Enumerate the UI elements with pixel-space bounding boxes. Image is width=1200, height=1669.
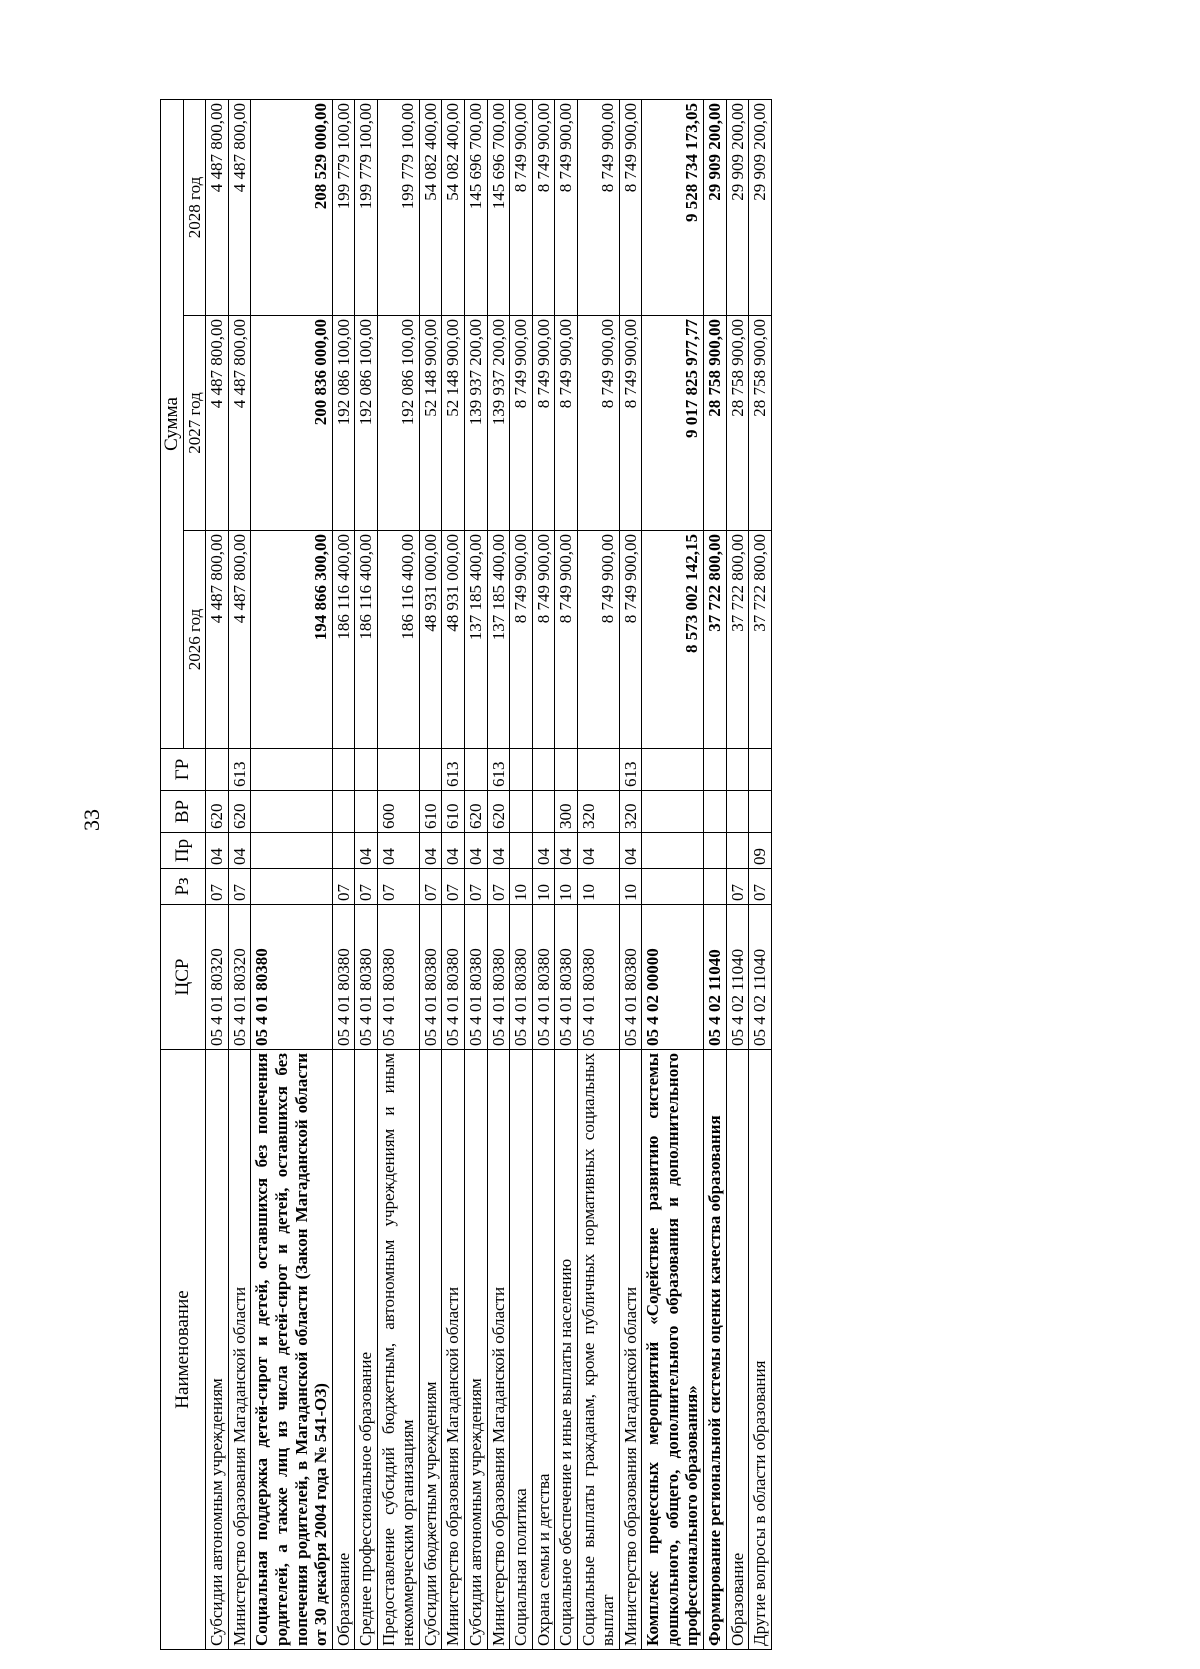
cell-gr bbox=[555, 749, 578, 791]
cell-rz: 10 bbox=[555, 869, 578, 905]
cell-csr: 05 4 01 80320 bbox=[228, 905, 251, 1050]
table-row bbox=[355, 99, 378, 1649]
cell-y2026: 8 573 002 142,15 bbox=[642, 531, 704, 749]
header-csr: ЦСР bbox=[161, 905, 206, 1050]
cell-rz bbox=[703, 869, 726, 905]
cell-name: Другие вопросы в области образования bbox=[749, 1050, 772, 1650]
cell-y2026: 194 866 300,00 bbox=[251, 531, 332, 749]
cell-gr bbox=[642, 749, 704, 791]
cell-gr bbox=[726, 749, 749, 791]
cell-y2027: 8 749 900,00 bbox=[619, 316, 642, 531]
cell-y2028: 4 487 800,00 bbox=[228, 99, 251, 315]
cell-gr: 613 bbox=[487, 749, 510, 791]
cell-y2026: 8 749 900,00 bbox=[619, 531, 642, 749]
cell-vr: 320 bbox=[577, 791, 619, 833]
cell-rz: 07 bbox=[206, 869, 229, 905]
cell-y2026: 4 487 800,00 bbox=[228, 531, 251, 749]
cell-y2028: 145 696 700,00 bbox=[464, 99, 487, 315]
cell-y2027: 28 758 900,00 bbox=[749, 316, 772, 531]
header-rz: Рз bbox=[161, 869, 206, 905]
cell-pr bbox=[332, 833, 355, 869]
cell-name: Социальное обеспечение и иные выплаты населению bbox=[555, 1050, 578, 1650]
cell-y2028: 54 082 400,00 bbox=[442, 99, 465, 315]
cell-vr: 620 bbox=[206, 791, 229, 833]
cell-vr bbox=[642, 791, 704, 833]
cell-y2028: 54 082 400,00 bbox=[419, 99, 442, 315]
cell-rz bbox=[642, 869, 704, 905]
cell-csr: 05 4 02 00000 bbox=[642, 905, 704, 1050]
cell-csr: 05 4 02 11040 bbox=[703, 905, 726, 1050]
table-row bbox=[377, 99, 419, 1649]
cell-y2026: 37 722 800,00 bbox=[749, 531, 772, 749]
cell-rz: 07 bbox=[442, 869, 465, 905]
cell-csr: 05 4 01 80380 bbox=[355, 905, 378, 1050]
header-gr: ГР bbox=[161, 749, 206, 791]
cell-y2026: 137 185 400,00 bbox=[464, 531, 487, 749]
cell-csr: 05 4 01 80380 bbox=[332, 905, 355, 1050]
cell-y2026: 186 116 400,00 bbox=[377, 531, 419, 749]
cell-y2027: 28 758 900,00 bbox=[703, 316, 726, 531]
cell-rz: 10 bbox=[510, 869, 533, 905]
cell-name: Министерство образования Магаданской области bbox=[442, 1050, 465, 1650]
cell-name: Формирование региональной системы оценки качества образования bbox=[703, 1050, 726, 1650]
cell-csr: 05 4 01 80380 bbox=[619, 905, 642, 1050]
cell-vr: 620 bbox=[464, 791, 487, 833]
header-2026: 2026 год bbox=[183, 531, 206, 749]
cell-y2028: 29 909 200,00 bbox=[703, 99, 726, 315]
cell-gr bbox=[749, 749, 772, 791]
header-sum: Сумма bbox=[161, 99, 184, 748]
cell-y2027: 8 749 900,00 bbox=[555, 316, 578, 531]
cell-vr bbox=[510, 791, 533, 833]
cell-pr bbox=[510, 833, 533, 869]
cell-rz: 07 bbox=[487, 869, 510, 905]
cell-y2028: 8 749 900,00 bbox=[532, 99, 555, 315]
cell-y2026: 8 749 900,00 bbox=[555, 531, 578, 749]
cell-y2027: 8 749 900,00 bbox=[577, 316, 619, 531]
cell-gr bbox=[703, 749, 726, 791]
cell-y2028: 199 779 100,00 bbox=[377, 99, 419, 315]
cell-y2027: 200 836 000,00 bbox=[251, 316, 332, 531]
cell-vr: 320 bbox=[619, 791, 642, 833]
cell-gr bbox=[577, 749, 619, 791]
header-2027: 2027 год bbox=[183, 316, 206, 531]
cell-name: Охрана семьи и детства bbox=[532, 1050, 555, 1650]
cell-name: Среднее профессиональное образование bbox=[355, 1050, 378, 1650]
cell-name: Социальная поддержка детей-сирот и детей, оставшихся без попечения родителей, а также лиц из числа детей-сирот и детей, оставшихся без попечения родителей, в Магаданской области (Закон Магаданской области от 30 декабря 2004 года № 541-ОЗ) bbox=[251, 1050, 332, 1650]
cell-gr bbox=[510, 749, 533, 791]
cell-csr: 05 4 01 80320 bbox=[206, 905, 229, 1050]
cell-vr bbox=[749, 791, 772, 833]
table-row bbox=[251, 99, 332, 1649]
cell-y2027: 4 487 800,00 bbox=[228, 316, 251, 531]
cell-vr bbox=[355, 791, 378, 833]
cell-name: Министерство образования Магаданской области bbox=[619, 1050, 642, 1650]
cell-y2026: 37 722 800,00 bbox=[726, 531, 749, 749]
cell-pr: 04 bbox=[442, 833, 465, 869]
cell-y2026: 37 722 800,00 bbox=[703, 531, 726, 749]
cell-pr: 04 bbox=[619, 833, 642, 869]
cell-y2026: 48 931 000,00 bbox=[419, 531, 442, 749]
cell-y2028: 29 909 200,00 bbox=[726, 99, 749, 315]
cell-rz: 07 bbox=[749, 869, 772, 905]
cell-y2028: 199 779 100,00 bbox=[355, 99, 378, 315]
header-row-1 bbox=[161, 99, 184, 1649]
cell-vr bbox=[332, 791, 355, 833]
cell-y2026: 8 749 900,00 bbox=[577, 531, 619, 749]
cell-pr bbox=[251, 833, 332, 869]
cell-rz: 10 bbox=[532, 869, 555, 905]
cell-rz: 07 bbox=[419, 869, 442, 905]
cell-csr: 05 4 01 80380 bbox=[419, 905, 442, 1050]
header-2028: 2028 год bbox=[183, 99, 206, 315]
cell-y2026: 137 185 400,00 bbox=[487, 531, 510, 749]
cell-y2028: 145 696 700,00 bbox=[487, 99, 510, 315]
cell-y2026: 186 116 400,00 bbox=[355, 531, 378, 749]
cell-csr: 05 4 01 80380 bbox=[487, 905, 510, 1050]
cell-pr: 04 bbox=[464, 833, 487, 869]
cell-y2027: 9 017 825 977,77 bbox=[642, 316, 704, 531]
cell-y2028: 8 749 900,00 bbox=[555, 99, 578, 315]
cell-rz: 07 bbox=[355, 869, 378, 905]
cell-y2027: 8 749 900,00 bbox=[532, 316, 555, 531]
cell-csr: 05 4 01 80380 bbox=[532, 905, 555, 1050]
cell-y2026: 186 116 400,00 bbox=[332, 531, 355, 749]
cell-csr: 05 4 01 80380 bbox=[555, 905, 578, 1050]
cell-y2027: 52 148 900,00 bbox=[419, 316, 442, 531]
cell-vr bbox=[251, 791, 332, 833]
table-row bbox=[532, 99, 555, 1649]
cell-pr: 04 bbox=[206, 833, 229, 869]
cell-name: Субсидии автономным учреждениям bbox=[464, 1050, 487, 1650]
cell-name: Образование bbox=[726, 1050, 749, 1650]
cell-rz: 07 bbox=[377, 869, 419, 905]
header-pr: Пр bbox=[161, 833, 206, 869]
cell-y2026: 48 931 000,00 bbox=[442, 531, 465, 749]
cell-y2028: 199 779 100,00 bbox=[332, 99, 355, 315]
cell-y2027: 192 086 100,00 bbox=[377, 316, 419, 531]
cell-rz: 07 bbox=[464, 869, 487, 905]
cell-vr: 610 bbox=[442, 791, 465, 833]
table-row bbox=[206, 99, 229, 1649]
cell-gr bbox=[355, 749, 378, 791]
header-name: Наименование bbox=[161, 1050, 206, 1650]
budget-table bbox=[160, 99, 772, 1650]
cell-y2027: 192 086 100,00 bbox=[355, 316, 378, 531]
table-row bbox=[510, 99, 533, 1649]
cell-rz: 07 bbox=[228, 869, 251, 905]
header-vr: ВР bbox=[161, 791, 206, 833]
cell-rz bbox=[251, 869, 332, 905]
table-row bbox=[555, 99, 578, 1649]
cell-pr bbox=[703, 833, 726, 869]
cell-pr: 04 bbox=[487, 833, 510, 869]
table-row bbox=[332, 99, 355, 1649]
cell-y2027: 28 758 900,00 bbox=[726, 316, 749, 531]
cell-y2026: 8 749 900,00 bbox=[532, 531, 555, 749]
table-row bbox=[442, 99, 465, 1649]
cell-y2026: 8 749 900,00 bbox=[510, 531, 533, 749]
cell-gr bbox=[206, 749, 229, 791]
cell-gr bbox=[251, 749, 332, 791]
cell-pr: 04 bbox=[228, 833, 251, 869]
cell-pr bbox=[642, 833, 704, 869]
cell-name: Социальная политика bbox=[510, 1050, 533, 1650]
cell-csr: 05 4 02 11040 bbox=[726, 905, 749, 1050]
cell-y2028: 8 749 900,00 bbox=[619, 99, 642, 315]
cell-csr: 05 4 01 80380 bbox=[251, 905, 332, 1050]
cell-vr: 620 bbox=[487, 791, 510, 833]
cell-pr bbox=[726, 833, 749, 869]
cell-pr: 04 bbox=[419, 833, 442, 869]
cell-y2027: 139 937 200,00 bbox=[487, 316, 510, 531]
cell-y2026: 4 487 800,00 bbox=[206, 531, 229, 749]
cell-gr bbox=[532, 749, 555, 791]
cell-csr: 05 4 01 80380 bbox=[442, 905, 465, 1050]
cell-pr: 04 bbox=[355, 833, 378, 869]
cell-csr: 05 4 01 80380 bbox=[577, 905, 619, 1050]
page-number: 33 bbox=[79, 809, 104, 831]
cell-pr: 04 bbox=[555, 833, 578, 869]
table-row bbox=[703, 99, 726, 1649]
cell-vr: 600 bbox=[377, 791, 419, 833]
cell-gr: 613 bbox=[619, 749, 642, 791]
cell-vr bbox=[726, 791, 749, 833]
table-body bbox=[206, 99, 771, 1649]
cell-rz: 10 bbox=[577, 869, 619, 905]
cell-gr bbox=[464, 749, 487, 791]
cell-rz: 07 bbox=[726, 869, 749, 905]
cell-gr: 613 bbox=[228, 749, 251, 791]
cell-y2027: 4 487 800,00 bbox=[206, 316, 229, 531]
cell-vr bbox=[703, 791, 726, 833]
table-row bbox=[487, 99, 510, 1649]
cell-name: Субсидии бюджетным учреждениям bbox=[419, 1050, 442, 1650]
table-row bbox=[642, 99, 704, 1649]
cell-y2027: 52 148 900,00 bbox=[442, 316, 465, 531]
cell-pr: 04 bbox=[532, 833, 555, 869]
cell-gr bbox=[419, 749, 442, 791]
cell-rz: 10 bbox=[619, 869, 642, 905]
cell-y2027: 192 086 100,00 bbox=[332, 316, 355, 531]
table-row bbox=[228, 99, 251, 1649]
cell-csr: 05 4 01 80380 bbox=[377, 905, 419, 1050]
cell-y2028: 8 749 900,00 bbox=[577, 99, 619, 315]
cell-gr bbox=[332, 749, 355, 791]
cell-vr bbox=[532, 791, 555, 833]
cell-y2028: 8 749 900,00 bbox=[510, 99, 533, 315]
table-row bbox=[577, 99, 619, 1649]
cell-rz: 07 bbox=[332, 869, 355, 905]
cell-gr: 613 bbox=[442, 749, 465, 791]
budget-table-container bbox=[160, 100, 1010, 1650]
cell-name: Субсидии автономным учреждениям bbox=[206, 1050, 229, 1650]
cell-y2028: 208 529 000,00 bbox=[251, 99, 332, 315]
table-row bbox=[749, 99, 772, 1649]
cell-name: Комплекс процессных мероприятий «Содействие развитию системы дошкольного, общего, дополнительного образования и дополнительного профессионального образования» bbox=[642, 1050, 704, 1650]
cell-vr: 300 bbox=[555, 791, 578, 833]
cell-y2028: 9 528 734 173,05 bbox=[642, 99, 704, 315]
cell-name: Образование bbox=[332, 1050, 355, 1650]
cell-name: Социальные выплаты гражданам, кроме публичных нормативных социальных выплат bbox=[577, 1050, 619, 1650]
cell-csr: 05 4 01 80380 bbox=[510, 905, 533, 1050]
cell-vr: 620 bbox=[228, 791, 251, 833]
table-row bbox=[419, 99, 442, 1649]
table-rotation-wrapper bbox=[160, 100, 1010, 1650]
cell-pr: 09 bbox=[749, 833, 772, 869]
cell-y2027: 8 749 900,00 bbox=[510, 316, 533, 531]
cell-csr: 05 4 01 80380 bbox=[464, 905, 487, 1050]
cell-name: Предоставление субсидий бюджетным, автономным учреждениям и иным некоммерческим организациям bbox=[377, 1050, 419, 1650]
cell-vr: 610 bbox=[419, 791, 442, 833]
cell-gr bbox=[377, 749, 419, 791]
table-row bbox=[726, 99, 749, 1649]
cell-y2028: 29 909 200,00 bbox=[749, 99, 772, 315]
cell-csr: 05 4 02 11040 bbox=[749, 905, 772, 1050]
cell-y2028: 4 487 800,00 bbox=[206, 99, 229, 315]
cell-name: Министерство образования Магаданской области bbox=[228, 1050, 251, 1650]
cell-pr: 04 bbox=[577, 833, 619, 869]
cell-pr: 04 bbox=[377, 833, 419, 869]
cell-y2027: 139 937 200,00 bbox=[464, 316, 487, 531]
cell-name: Министерство образования Магаданской области bbox=[487, 1050, 510, 1650]
table-row bbox=[619, 99, 642, 1649]
table-row bbox=[464, 99, 487, 1649]
